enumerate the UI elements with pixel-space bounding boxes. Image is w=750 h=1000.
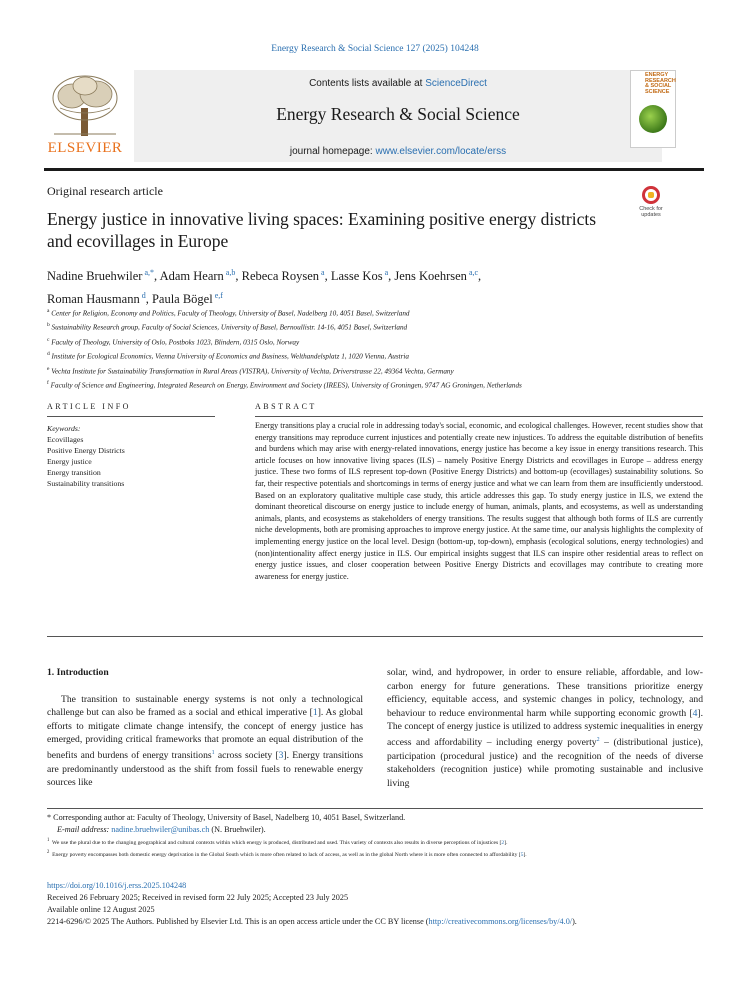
keyword-item: Energy justice — [47, 457, 92, 466]
author-name[interactable]: Roman Hausmann — [47, 292, 140, 307]
author-affiliation-marker[interactable]: a,* — [144, 268, 155, 277]
affiliation-item: $^c$ Faculty of Theology, University of Oslo, Postboks 1023, Blindern, 0315 Oslo, Norway — [47, 336, 300, 347]
body-paragraph: solar, wind, and hydropower, in order to ensure reliable, affordable, and low-carbon energy for future generations. These transitions prioritize energy efficiency, equitable access, and systemic changes in policy, technology, and behaviour to reduce environmental harm while supporting economic growth [4]. The concept of energy justice is utilized to address systemic inequalities in energy access and affordability – including energy poverty$^2$ – (distributional justice), participation (procedural justice) and the recognition of the needs of diverse stakeholders (recognition justice) while promoting sustainable and inclusive living — [387, 667, 703, 789]
journal-title: Energy Research & Social Science — [276, 104, 520, 124]
journal-homepage-link[interactable]: www.elsevier.com/locate/erss — [375, 146, 507, 157]
license-link[interactable]: http://creativecommons.org/licenses/by/4.0/ — [428, 917, 573, 926]
affiliation-list — [47, 305, 697, 391]
affiliation-item: $^a$ Center for Religion, Economy and Politics, Faculty of Theology, University of Basel, Nadelberg 10, 4051 Basel, Switzerland — [47, 308, 410, 318]
abstract-text: Energy transitions play a crucial role in addressing today's social, economic, and ecological challenges. However, recent studies show that energy transitions may reproduce current injustices and potentially create new injustices. To address the equitable distribution of benefits and burdens which may arise with energy-related innovations, energy justice has become a key issue in energy transitions research. This article focuses on how innovative living spaces (ILS) – namely Positive Energy Districts and ecovillages in Europe – address energy justice. These two forms of ILS represent top-down (Positive Energy Districts) and bottom-up (ecovillages) sustainability solutions. So far, their respective potentials and shortcomings in terms of energy justice and what we can learn from them are insufficiently understood. Based on an exploratory qualitative multiple case study, this article addresses this gap. To study energy justice in ILS, we extend the dominant theoretical discourse on energy justice to include energy of human, animals, plants, and ecosystems, as well as understanding animals, plants, and ecosystems as stakeholders of energy transitions. The results suggest that although both forms of ILS are currently niche developments, both are promising approaches to improve energy justice. At the same time, our analysis highlights the complexity of implementing energy justice on the local level. Design (bottom-up, top-down), emphasis (ecological solutions, energy technologies) and (non)intentionality affect energy justice in ILS. Our empirical insights suggest that ILS can inspire other residential areas to reflect on energy justice issues, and closer cooperation between Positive Energy Districts and ecovillages may contribute to creating more awareness for energy justice. — [255, 421, 703, 581]
affiliation-item: $^e$ Vechta Institute for Sustainability Transformation in Rural Areas (VISTRA), University of Vechta, Driverstrasse 22, 49364 Vechta, Germany — [47, 365, 454, 375]
journal-citation-link[interactable]: Energy Research & Social Science 127 (2025) 104248 — [271, 44, 479, 54]
available-online: Available online 12 August 2025 — [47, 905, 155, 914]
journal-cover-thumbnail[interactable] — [630, 70, 676, 148]
author-affiliation-marker[interactable]: a,c — [468, 268, 479, 277]
author-affiliation-marker[interactable]: a — [384, 268, 389, 277]
section-heading-introduction: 1. Introduction — [47, 667, 109, 678]
reference-link[interactable]: 4 — [692, 707, 698, 719]
author-name[interactable]: Paula Bögel — [151, 292, 213, 307]
cover-globe-icon — [639, 105, 667, 133]
article-info-divider — [47, 416, 215, 417]
author-name[interactable]: Rebeca Roysen — [241, 269, 320, 284]
keyword-item: Energy transition — [47, 468, 101, 477]
abstract-bottom-divider — [47, 636, 703, 637]
article-title: Energy justice in innovative living spaces: Examining positive energy districts and ecovillages in Europe — [47, 209, 597, 251]
author-affiliation-marker[interactable]: d — [141, 291, 146, 301]
affiliation-item: $^b$ Sustainability Research group, Faculty of Social Sciences, University of Basel, Bernoullistr. 14-16, 4051 Basel, Switzerland — [47, 322, 408, 332]
footnote-1: $^1$ We use the plural due to the changing geographical and cultural contexts within which energy is produced, distributed and used. This variety of contexts also results in diverse perceptions of injustices [2]. — [47, 838, 508, 846]
abstract-divider — [255, 416, 703, 417]
author-name[interactable]: Jens Koehrsen — [394, 269, 467, 284]
footnote-marker[interactable]: 2 — [596, 736, 600, 743]
cover-title: ENERGY RESEARCH & SOCIAL SCIENCE — [645, 72, 676, 95]
journal-masthead — [44, 70, 704, 162]
author-name[interactable]: Adam Hearn — [159, 269, 224, 284]
doi-link[interactable]: https://doi.org/10.1016/j.erss.2025.104248 — [47, 881, 187, 890]
keywords-label: Keywords: — [47, 424, 81, 433]
reference-link[interactable]: 5 — [520, 851, 524, 858]
article-type: Original research article — [47, 184, 163, 198]
check-for-updates-button[interactable] — [634, 186, 668, 218]
sciencedirect-link[interactable]: ScienceDirect — [425, 78, 487, 89]
article-metadata — [47, 880, 703, 928]
publisher-name: ELSEVIER — [47, 140, 123, 156]
body-column-right — [387, 666, 703, 791]
homepage-prefix: journal homepage: — [289, 146, 376, 157]
license-line: 2214-6296/© 2025 The Authors. Published by Elsevier Ltd. This is an open access article under the CC BY license (http://creativecommons.org/licenses/by/4.0/). — [47, 917, 577, 926]
footnote-2: $^2$ Energy poverty encompasses both domestic energy deprivation in the Global South which is more often related to lack of access, as well as in the global North where it is more often connected to affordability [5]. — [47, 849, 527, 858]
footnote-marker[interactable]: 1 — [211, 749, 215, 756]
author-affiliation-marker[interactable]: e,f — [214, 291, 223, 301]
keywords-block — [47, 423, 215, 489]
email-line: E-mail address: nadine.bruehwiler@unibas.ch (N. Bruehwiler). — [57, 825, 266, 834]
article-info-heading: ARTICLE INFO — [47, 402, 131, 411]
author-list: Nadine Bruehwiler $^{a,*}$, Adam Hearn $^{a,b}$, Rebeca Roysen $^a$, Lasse Kos $^a$, Jens Koehrsen $^{a,c}$, Roman Hausmann $^d$, Paula Bögel $^{e,f}$ — [47, 268, 482, 307]
reference-link[interactable]: 1 — [312, 707, 318, 719]
footnote-divider — [47, 808, 703, 809]
keyword-item: Ecovillages — [47, 435, 84, 444]
email-label: E-mail address: — [57, 825, 112, 834]
elsevier-tree-icon — [50, 74, 120, 138]
author-affiliation-marker[interactable]: a,b — [225, 268, 236, 277]
publisher-logo[interactable] — [44, 74, 126, 160]
author-name[interactable]: Nadine Bruehwiler — [47, 269, 143, 284]
author-name[interactable]: Lasse Kos — [330, 269, 383, 284]
corresponding-author-note: * Corresponding author at: Faculty of Theology, University of Basel, Nadelberg 10, 4051 Basel, Switzerland. — [47, 813, 406, 822]
abstract-heading: ABSTRACT — [255, 402, 317, 411]
contents-prefix: Contents lists available at — [309, 78, 426, 89]
body-paragraph: The transition to sustainable energy systems is not only a technological challenge but can also be framed as a social and ethical imperative [1]. As global efforts to mitigate climate change intensify, the concept of energy justice has emerged, providing critical frameworks that promote an equal distribution of the benefits and burdens of energy transitions$^1$ across society [3]. Energy transitions are predominantly understood as the shift from fossil fuels to renewable energy sources like — [47, 693, 363, 789]
contents-line — [134, 78, 662, 89]
footnotes — [47, 812, 703, 860]
crossmark-label: Check for updates — [639, 206, 663, 218]
body-column-left — [47, 666, 363, 790]
reference-link[interactable]: 2 — [501, 839, 505, 846]
keyword-item: Positive Energy Districts — [47, 446, 125, 455]
homepage-line — [134, 146, 662, 157]
crossmark-icon — [642, 186, 660, 204]
keyword-item: Sustainability transitions — [47, 479, 125, 488]
journal-info-box — [134, 70, 662, 162]
affiliation-item: $^d$ Institute for Ecological Economics, Vienna University of Economics and Business, Welthandelsplatz 1, 1020 Vienna, Austria — [47, 351, 410, 361]
affiliation-item: $^f$ Faculty of Science and Engineering, Integrated Research on Energy, Environment and Society (IREES), University of Groningen, 9747 AG Groningen, Netherlands — [47, 379, 522, 390]
header-divider — [44, 168, 704, 171]
reference-link[interactable]: 3 — [278, 750, 284, 762]
received-dates: Received 26 February 2025; Received in revised form 22 July 2025; Accepted 23 July 2025 — [47, 893, 349, 902]
author-email-link[interactable]: nadine.bruehwiler@unibas.ch — [111, 825, 210, 834]
author-affiliation-marker[interactable]: a — [321, 268, 325, 277]
